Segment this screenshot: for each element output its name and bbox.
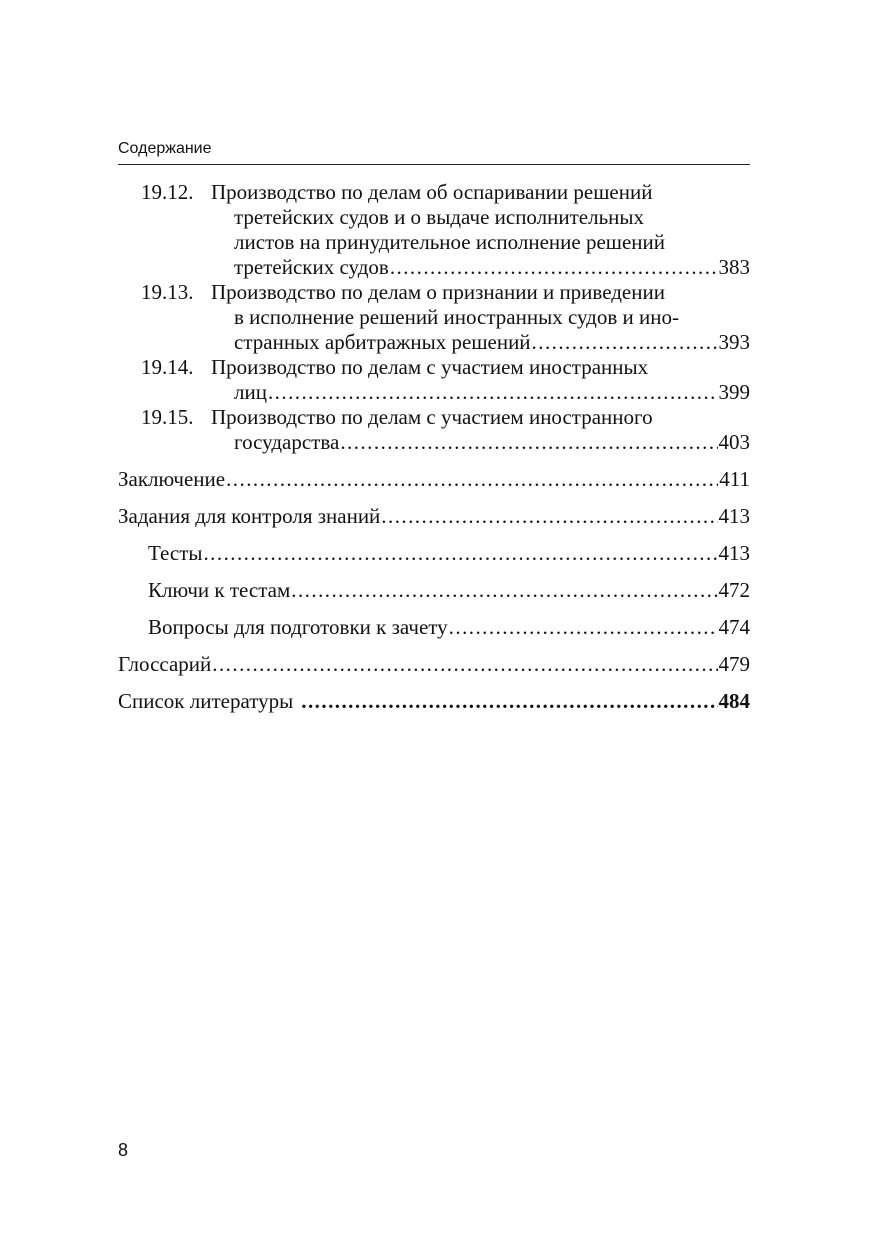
page-reference: 484 bbox=[718, 689, 750, 713]
entry-title: Глоссарий bbox=[118, 652, 212, 676]
table-of-contents bbox=[118, 180, 750, 720]
toc-entry-19-14[interactable] bbox=[118, 355, 750, 405]
header-rule bbox=[118, 164, 750, 165]
section-title-line: Производство по делам о признании и приведении bbox=[211, 280, 665, 304]
entry-title: Вопросы для подготовки к зачету bbox=[148, 615, 448, 639]
dot-leader bbox=[291, 572, 717, 609]
section-number: 19.12. bbox=[141, 180, 194, 204]
page-reference: 383 bbox=[718, 255, 750, 279]
section-title-line: третейских судов bbox=[234, 255, 389, 279]
dot-leader bbox=[449, 609, 718, 646]
entry-title: Тесты bbox=[148, 541, 203, 565]
dot-leader bbox=[212, 646, 717, 683]
page-reference: 413 bbox=[718, 541, 750, 565]
dot-leader bbox=[390, 255, 718, 280]
section-number: 19.14. bbox=[141, 355, 194, 379]
page-reference: 472 bbox=[718, 578, 750, 602]
dot-leader bbox=[268, 380, 718, 405]
page-reference: 403 bbox=[718, 430, 750, 454]
section-title-line: лиц bbox=[234, 380, 267, 404]
dot-leader bbox=[340, 430, 717, 455]
entry-title: Ключи к тестам bbox=[148, 578, 291, 602]
toc-entry-exam-questions[interactable] bbox=[118, 609, 750, 646]
dot-leader bbox=[301, 683, 717, 720]
page-reference: 474 bbox=[718, 615, 750, 639]
section-title-line: Производство по делам с участием иностранных bbox=[211, 355, 649, 379]
section-title-line: Производство по делам об оспаривании решений bbox=[211, 180, 653, 204]
page-number: 8 bbox=[118, 1140, 129, 1160]
page-reference: 399 bbox=[718, 380, 750, 404]
page-reference: 411 bbox=[719, 467, 750, 491]
dot-leader bbox=[203, 535, 717, 572]
dot-leader bbox=[381, 498, 717, 535]
section-title-line: в исполнение решений иностранных судов и ино- bbox=[234, 305, 679, 329]
toc-entry-conclusion[interactable] bbox=[118, 461, 750, 498]
page-reference: 413 bbox=[718, 504, 750, 528]
section-title-line: странных арбитражных решений bbox=[234, 330, 531, 354]
section-number: 19.15. bbox=[141, 405, 194, 429]
entry-title: Список литературы bbox=[118, 689, 294, 713]
section-number: 19.13. bbox=[141, 280, 194, 304]
section-title-line: Производство по делам с участием иностранного bbox=[211, 405, 653, 429]
running-header: Содержание bbox=[118, 140, 212, 157]
toc-entry-tests[interactable] bbox=[118, 535, 750, 572]
toc-entry-19-12[interactable] bbox=[118, 180, 750, 280]
toc-entry-knowledge-tasks[interactable] bbox=[118, 498, 750, 535]
page-reference: 393 bbox=[718, 330, 750, 354]
entry-title: Задания для контроля знаний bbox=[118, 504, 381, 528]
entry-title: Заключение bbox=[118, 467, 226, 491]
section-title-line: третейских судов и о выдаче исполнительных bbox=[234, 205, 645, 229]
section-title-line: государства bbox=[234, 430, 340, 454]
dot-leader bbox=[226, 461, 718, 498]
page-reference: 479 bbox=[718, 652, 750, 676]
toc-entry-19-13[interactable] bbox=[118, 280, 750, 355]
dot-leader bbox=[532, 330, 718, 355]
section-title-line: листов на принудительное исполнение решений bbox=[234, 230, 665, 254]
toc-entry-bibliography[interactable] bbox=[118, 683, 750, 720]
toc-entry-test-keys[interactable] bbox=[118, 572, 750, 609]
toc-entry-glossary[interactable] bbox=[118, 646, 750, 683]
toc-entry-19-15[interactable] bbox=[118, 405, 750, 455]
